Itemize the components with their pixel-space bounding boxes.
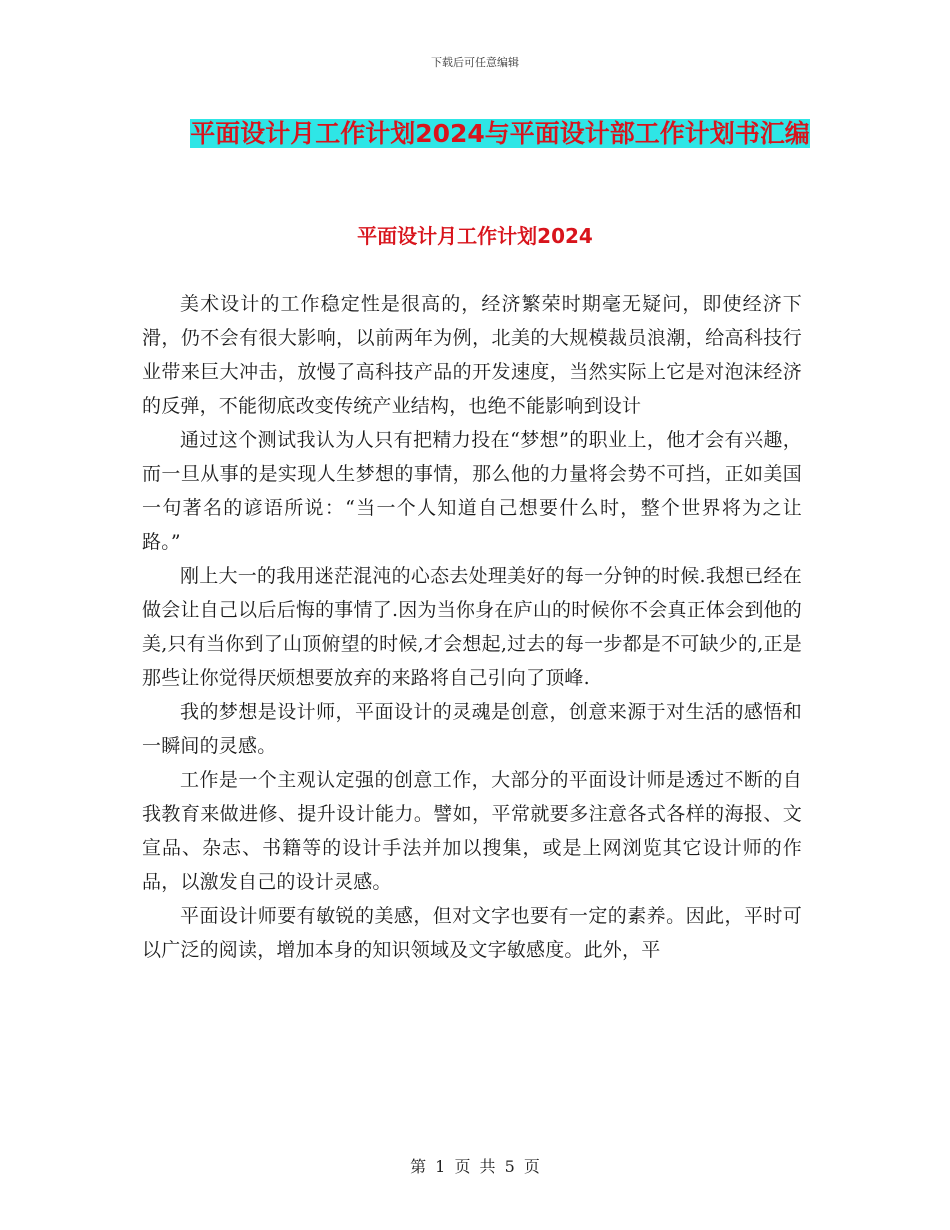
document-title-text: 平面设计月工作计划2024与平面设计部工作计划书汇编 — [190, 119, 810, 148]
paragraph: 通过这个测试我认为人只有把精力投在“梦想”的职业上，他才会有兴趣，而一旦从事的是实现人生梦想的事情，那么他的力量将会势不可挡，正如美国一句著名的谚语所说：“当一个人知道自己想要什么时，整个世界将为之让路。” — [142, 429, 802, 553]
paragraph: 刚上大一的我用迷茫混沌的心态去处理美好的每一分钟的时候.我想已经在做会让自己以后后悔的事情了.因为当你身在庐山的时候你不会真正体会到他的美,只有当你到了山顶俯望的时候,才会想起,过去的每一步都是不可缺少的,正是那些让你觉得厌烦想要放弃的来路将自己引向了顶峰. — [142, 565, 802, 689]
section-title: 平面设计月工作计划2024 — [357, 224, 593, 248]
document-title — [180, 112, 820, 156]
paragraph: 美术设计的工作稳定性是很高的，经济繁荣时期毫无疑问，即使经济下滑，仍不会有很大影响，以前两年为例，北美的大规模裁员浪潮，给高科技行业带来巨大冲击，放慢了高科技产品的开发速度，当然实际上它是对泡沫经济的反弹，不能彻底改变传统产业结构，也绝不能影响到设计 — [142, 293, 802, 417]
page-number: 第 1 页 共 5 页 — [410, 1157, 540, 1176]
paragraph: 我的梦想是设计师，平面设计的灵魂是创意，创意来源于对生活的感悟和一瞬间的灵感。 — [142, 701, 802, 757]
document-body — [142, 287, 802, 967]
header-note: 下载后可任意编辑 — [431, 56, 519, 69]
paragraph: 平面设计师要有敏锐的美感，但对文字也要有一定的素养。因此，平时可以广泛的阅读，增加本身的知识领域及文字敏感度。此外，平 — [142, 905, 802, 961]
paragraph: 工作是一个主观认定强的创意工作，大部分的平面设计师是透过不断的自我教育来做进修、提升设计能力。譬如，平常就要多注意各式各样的海报、文宣品、杂志、书籍等的设计手法并加以搜集，或是上网浏览其它设计师的作品，以激发自己的设计灵感。 — [142, 769, 802, 893]
